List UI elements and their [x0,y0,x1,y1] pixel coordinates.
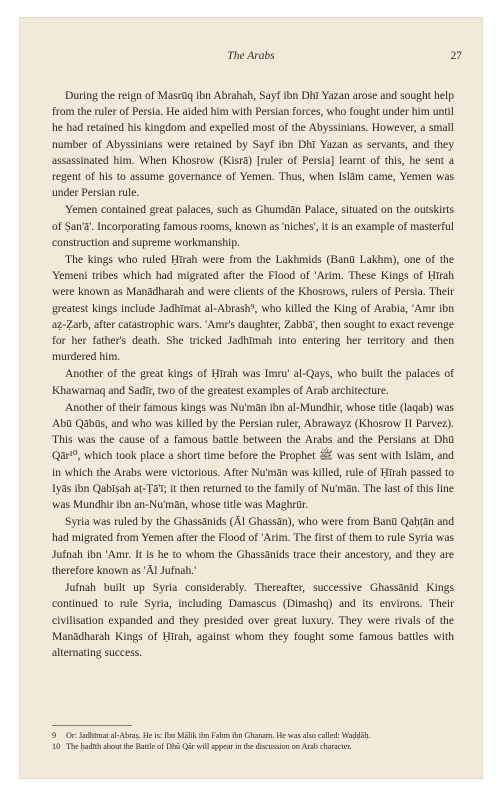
paragraph: Another of their famous kings was Nu'mān ibn al-Mundhir, whose title (laqab) was Abū Qābūs, and who was killed by the Persian ruler, Abrawayz (Khosrow II Parvez). This was the cause of a famous battle between the Arabs and the Persians at Dhū Qār¹⁰, which took place a short time before the Prophet ﷺ was sent with Islām, and in which the Arabs were victorious. After Nu'mān was killed, rule of Ḥīrah passed to Iyās ibn Qabīṣah aṭ-Ṭā'ī; it then returned to the family of Nu'mān. The last of this line was Mundhir ibn an-Nu'mān, whose title was Maghrūr. [52,400,454,512]
paragraph: Another of the great kings of Ḥīrah was Imru' al-Qays, who built the palaces of Khawarnaq and Sadīr, two of the greatest examples of Arab architecture. [52,367,454,397]
running-title: The Arabs [227,50,275,62]
footnote-divider [52,725,132,726]
paragraph: During the reign of Masrūq ibn Abrahah, Sayf ibn Dhī Yazan arose and sought help from the ruler of Persia. He aided him with Persian forces, who fought under him until he had retained his kingdom and expelled most of the Abyssinians. However, a small number of Abyssinians were retained by Sayf ibn Dhī Yazan as servants, and they assassinated him. When Khosrow (Kisrā) [ruler of Persia] learnt of this, he sent a regent of his to assume governance of Yemen. Thus, when Islām came, Yemen was under Persian rule. [52,89,454,200]
footnote [52,730,456,741]
footnote [52,741,456,752]
paragraph: Syria was ruled by the Ghassānids (Āl Ghassān), who were from Banū Qaḥṭān and had migrated from Yemen after the Flood of 'Arim. The first of them to rule Syria was Jufnah ibn 'Amr. It is he to whom the Ghassānids trace their ancestory, and they are therefore known as 'Āl Jufnah.' [52,515,454,577]
page-header [20,50,482,66]
footnote-number: 9 [52,731,57,740]
footnotes [52,730,456,752]
footnote-text: The ḥadīth about the Battle of Dhū Qār will appear in the discussion on Arab character. [66,742,352,751]
footnote-text: Or: Jadhīmat al-Abraṣ. He is: Ibn Mālik ibn Fahm ibn Ghanam. He was also called: Waḍḍāḥ. [66,731,371,740]
body-text [52,88,454,662]
book-page [20,18,482,778]
footnote-number: 10 [52,742,61,751]
page-number: 27 [450,50,462,62]
paragraph: Jufnah built up Syria considerably. Thereafter, successive Ghassānid Kings continued to rule Syria, including Damascus (Dimashq) and its environs. Their civilisation expanded and they presided over great luxury. They were rivals of the Manādharah Kings of Ḥīrah, against whom they fought some famous battles with alternating success. [52,581,454,659]
paragraph: The kings who ruled Ḥīrah were from the Lakhmids (Banū Lakhm), one of the Yemeni tribes which had migrated after the Flood of 'Arim. These Kings of Ḥīrah were known as Manādharah and were clients of the Khosrows, rulers of Persia. Their greatest kings include Jadhīmat al-Abrash⁹, who killed the King of Arabia, 'Amr ibn aẓ-Ẓarb, after catastrophic wars. 'Amr's daughter, Zabbā', then sought to exact revenge for her father's death. She tricked Jadhīmah into entering her territory and then murdered him. [52,253,454,364]
paragraph: Yemen contained great palaces, such as Ghumdān Palace, situated on the outskirts of Ṣan'ā'. Incorporating famous rooms, known as 'niches', it is an example of masterful construction and supreme workmanship. [52,203,454,249]
